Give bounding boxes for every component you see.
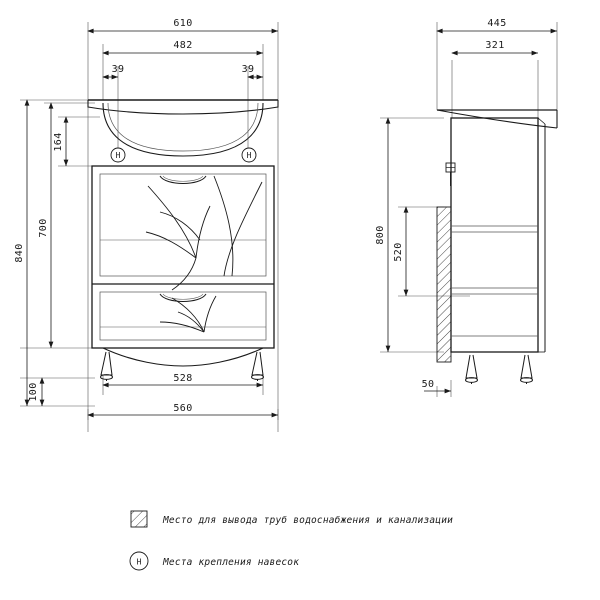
legend-hanger-symbol: H bbox=[136, 557, 142, 567]
dim-lower-height-520 bbox=[393, 207, 406, 296]
dim-label-39-right: 39 bbox=[241, 64, 255, 75]
dim-body-depth-321 bbox=[452, 40, 538, 53]
dim-label-164: 164 bbox=[53, 132, 64, 152]
front-cabinet-outline bbox=[88, 100, 278, 348]
dim-overall-depth-445 bbox=[437, 18, 557, 31]
hanger-marker-right bbox=[242, 148, 256, 162]
dim-label-560: 560 bbox=[173, 403, 193, 414]
legend-item-1-label: Места крепления навесок bbox=[163, 557, 300, 568]
dim-top-width-482 bbox=[103, 40, 263, 53]
legend-hatch-swatch bbox=[131, 511, 147, 527]
front-base-panel bbox=[103, 348, 263, 366]
dim-bottom-width-560 bbox=[88, 403, 278, 415]
dim-label-528: 528 bbox=[173, 373, 193, 384]
front-view-group bbox=[14, 18, 278, 432]
side-view-group bbox=[375, 18, 557, 397]
dim-label-520: 520 bbox=[393, 242, 404, 262]
hanger-marker-left bbox=[111, 148, 125, 162]
dim-body-height-700 bbox=[38, 103, 51, 348]
dim-base-depth-50 bbox=[422, 379, 451, 391]
side-cabinet-outline bbox=[437, 110, 557, 352]
front-extension-lines bbox=[20, 22, 278, 432]
dim-left-offset-39 bbox=[103, 64, 124, 77]
dim-label-610: 610 bbox=[173, 18, 193, 29]
dim-right-offset-39 bbox=[242, 64, 263, 77]
dim-label-100: 100 bbox=[28, 382, 39, 402]
dim-label-50: 50 bbox=[421, 379, 435, 390]
dim-top-section-164 bbox=[53, 117, 66, 166]
pipe-zone-hatch bbox=[437, 207, 451, 362]
hanger-marker-right-label: H bbox=[246, 151, 252, 160]
dim-label-321: 321 bbox=[485, 40, 505, 51]
side-legs bbox=[466, 355, 533, 384]
side-extension-lines bbox=[380, 22, 557, 397]
dim-label-445: 445 bbox=[487, 18, 507, 29]
dim-side-height-800 bbox=[375, 118, 388, 352]
dim-label-840: 840 bbox=[14, 243, 25, 263]
dim-label-39-left: 39 bbox=[111, 64, 125, 75]
dim-label-800: 800 bbox=[375, 225, 386, 245]
hanger-marker-left-label: H bbox=[115, 151, 121, 160]
dim-label-700: 700 bbox=[38, 218, 49, 238]
legend-item-0-label: Место для вывода труб водоснабжения и канализации bbox=[163, 515, 454, 526]
dim-overall-width-610 bbox=[88, 18, 278, 31]
dim-total-height-840 bbox=[14, 100, 27, 406]
legend-group bbox=[130, 511, 453, 570]
dim-base-height-100 bbox=[28, 378, 42, 406]
dim-label-482: 482 bbox=[173, 40, 193, 51]
dim-base-width-528 bbox=[103, 373, 263, 385]
